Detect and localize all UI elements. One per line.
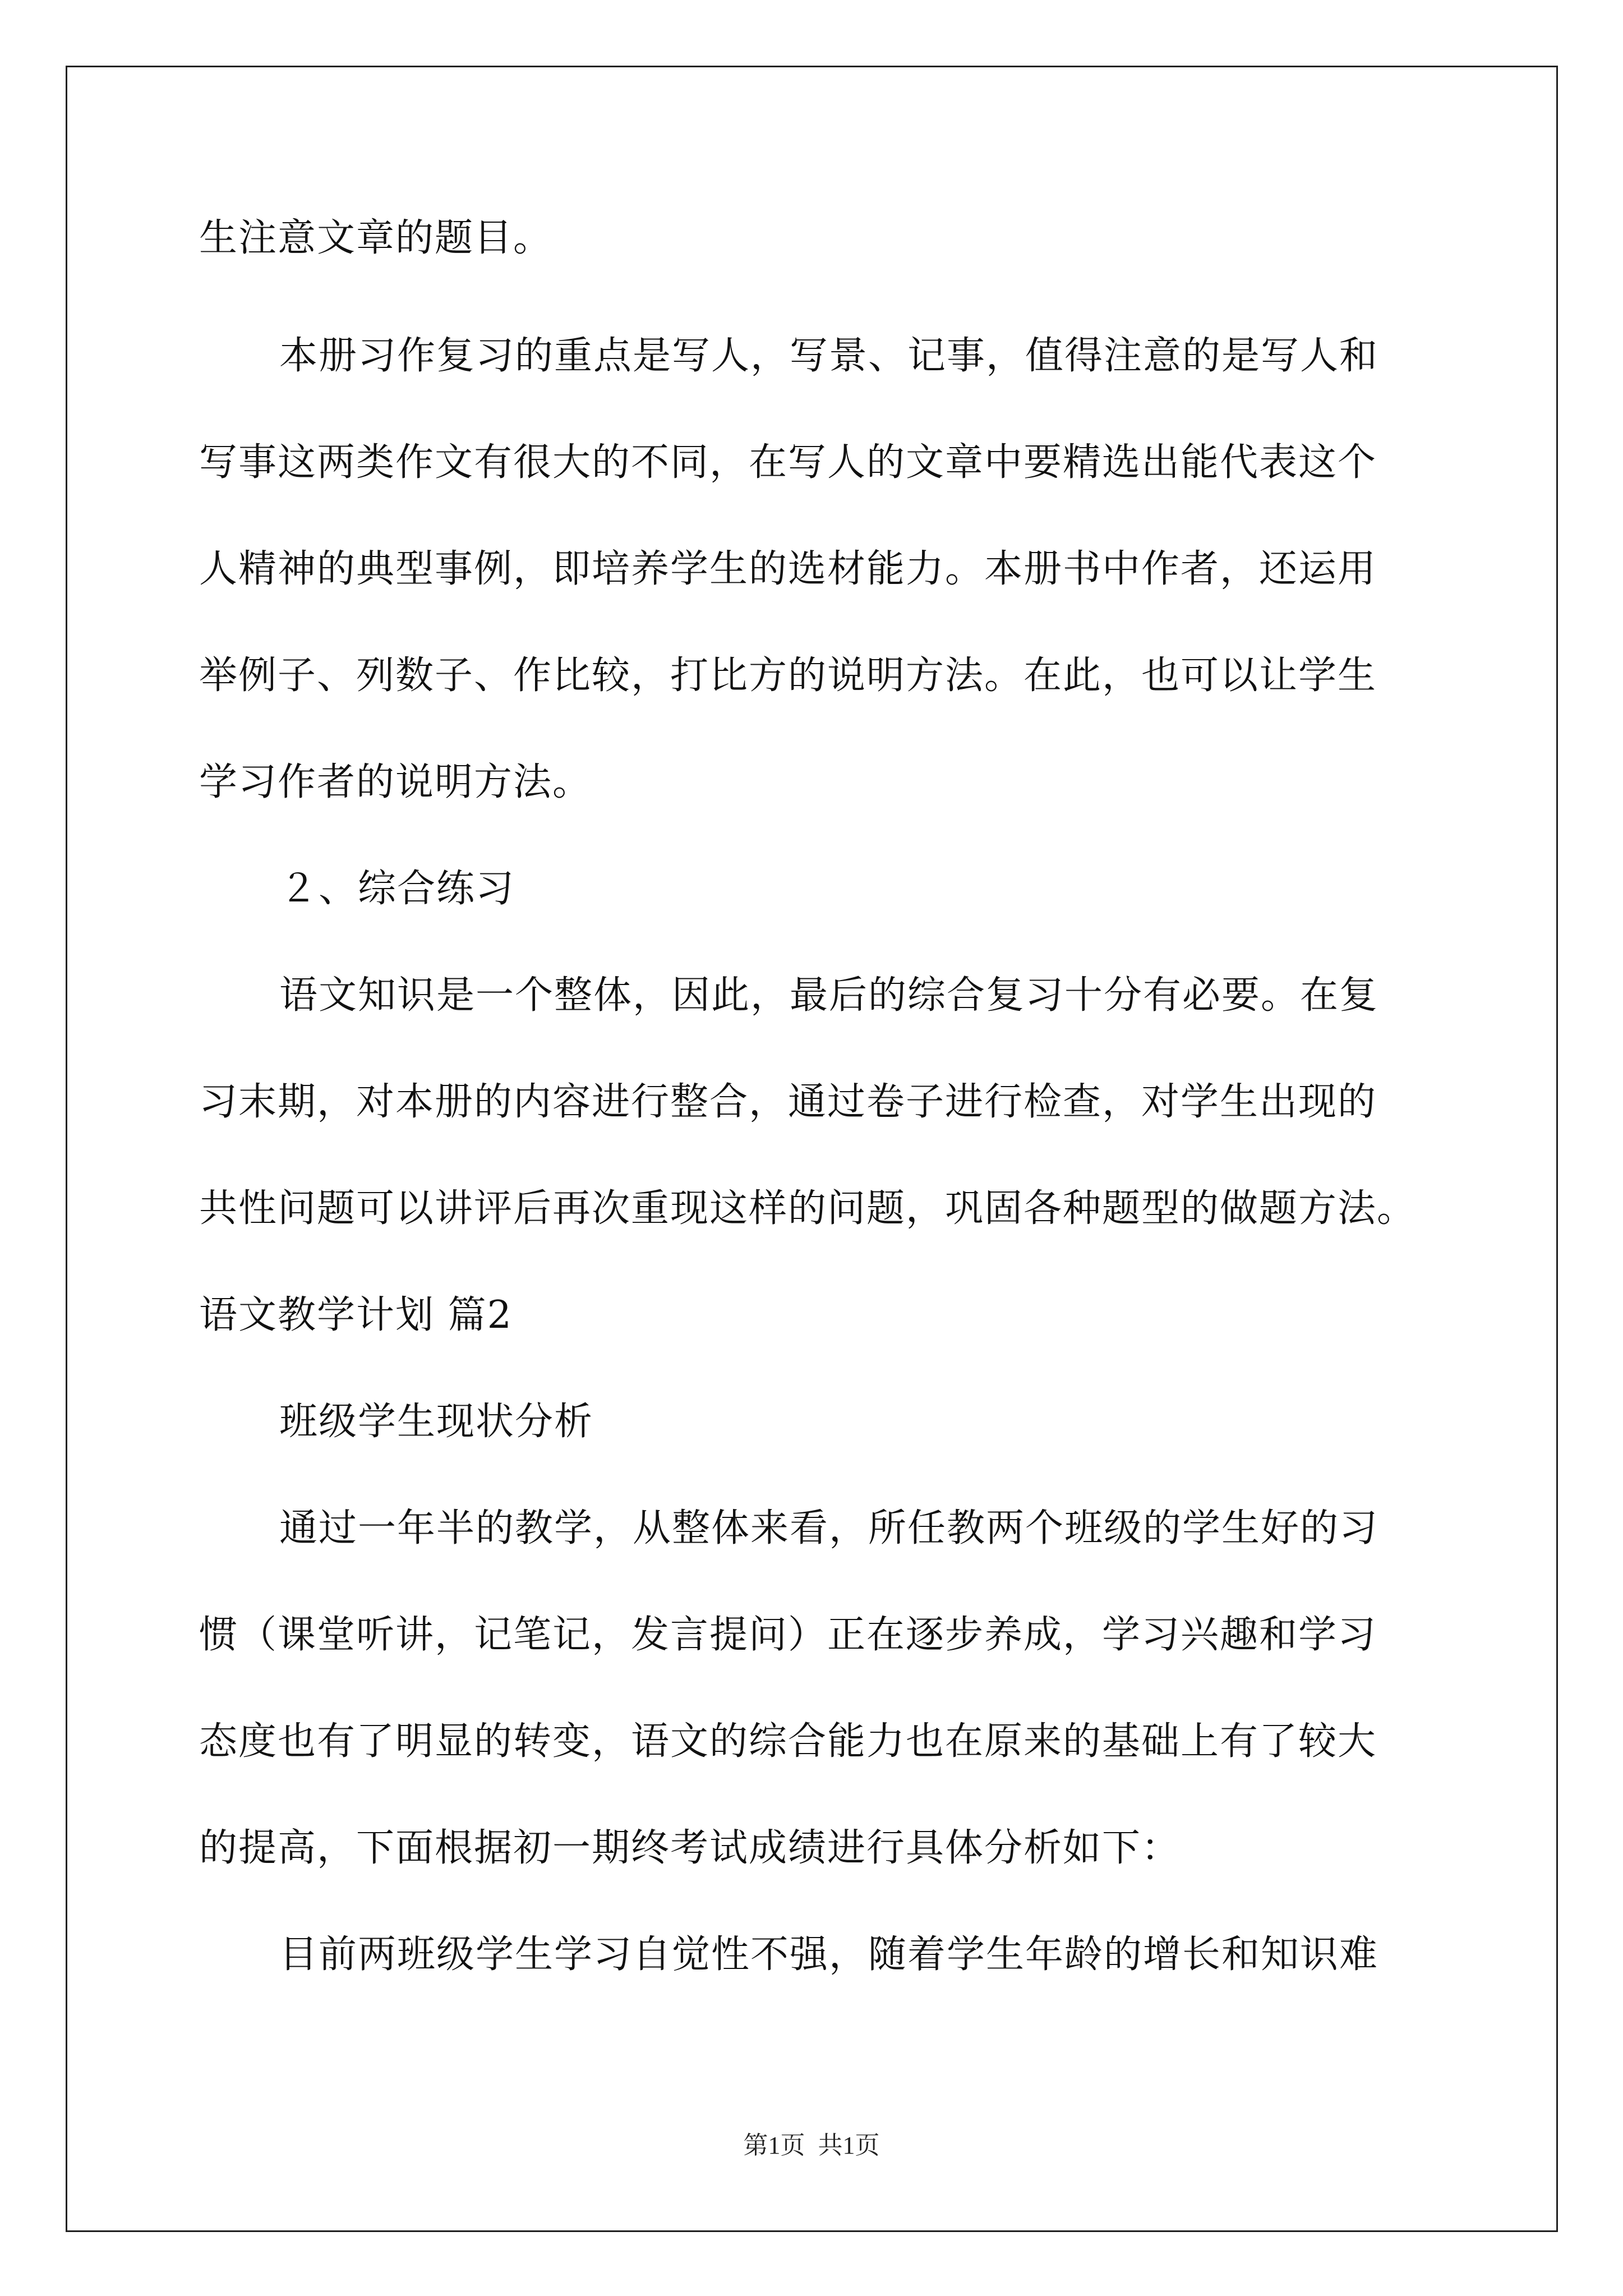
paragraph-line: 共性问题可以讲评后再次重现这样的问题，巩固各种题型的做题方法。: [199, 1186, 1417, 1231]
paragraph-line: 通过一年半的教学，从整体来看，所任教两个班级的学生好的习: [279, 1506, 1379, 1550]
page-total: 共1页: [818, 2132, 880, 2159]
page-border: [66, 66, 1558, 2232]
page-footer: [0, 2129, 1623, 2162]
paragraph-line: 本册习作复习的重点是写人，写景、记事，值得注意的是写人和: [279, 334, 1379, 378]
paragraph-line: 目前两班级学生学习自觉性不强，随着学生年龄的增长和知识难: [279, 1932, 1379, 1977]
paragraph-line: 惯（课堂听讲，记笔记，发言提问）正在逐步养成，学习兴趣和学习: [199, 1613, 1377, 1657]
paragraph-line: 举例子、列数子、作比较，打比方的说明方法。在此，也可以让学生: [199, 654, 1377, 698]
paragraph-line: 习末期，对本册的内容进行整合，通过卷子进行检查，对学生出现的: [199, 1080, 1377, 1124]
document-title: 语文教学计划 篇2: [199, 1293, 513, 1337]
paragraph-line: 的提高，下面根据初一期终考试成绩进行具体分析如下：: [199, 1826, 1181, 1870]
paragraph-line: 写事这两类作文有很大的不同，在写人的文章中要精选出能代表这个: [199, 440, 1377, 485]
paragraph-line: 态度也有了明显的转变，语文的综合能力也在原来的基础上有了较大: [199, 1719, 1377, 1764]
page-number: 第1页: [743, 2132, 805, 2159]
section-heading: ２、综合练习: [279, 867, 515, 911]
section-heading: 班级学生现状分析: [279, 1400, 594, 1444]
paragraph-line: 人精神的典型事例，即培养学生的选材能力。本册书中作者，还运用: [199, 547, 1377, 591]
paragraph-line: 生注意文章的题目。: [199, 216, 553, 260]
paragraph-line: 语文知识是一个整体，因此，最后的综合复习十分有必要。在复: [279, 973, 1379, 1018]
paragraph-line: 学习作者的说明方法。: [199, 760, 592, 804]
